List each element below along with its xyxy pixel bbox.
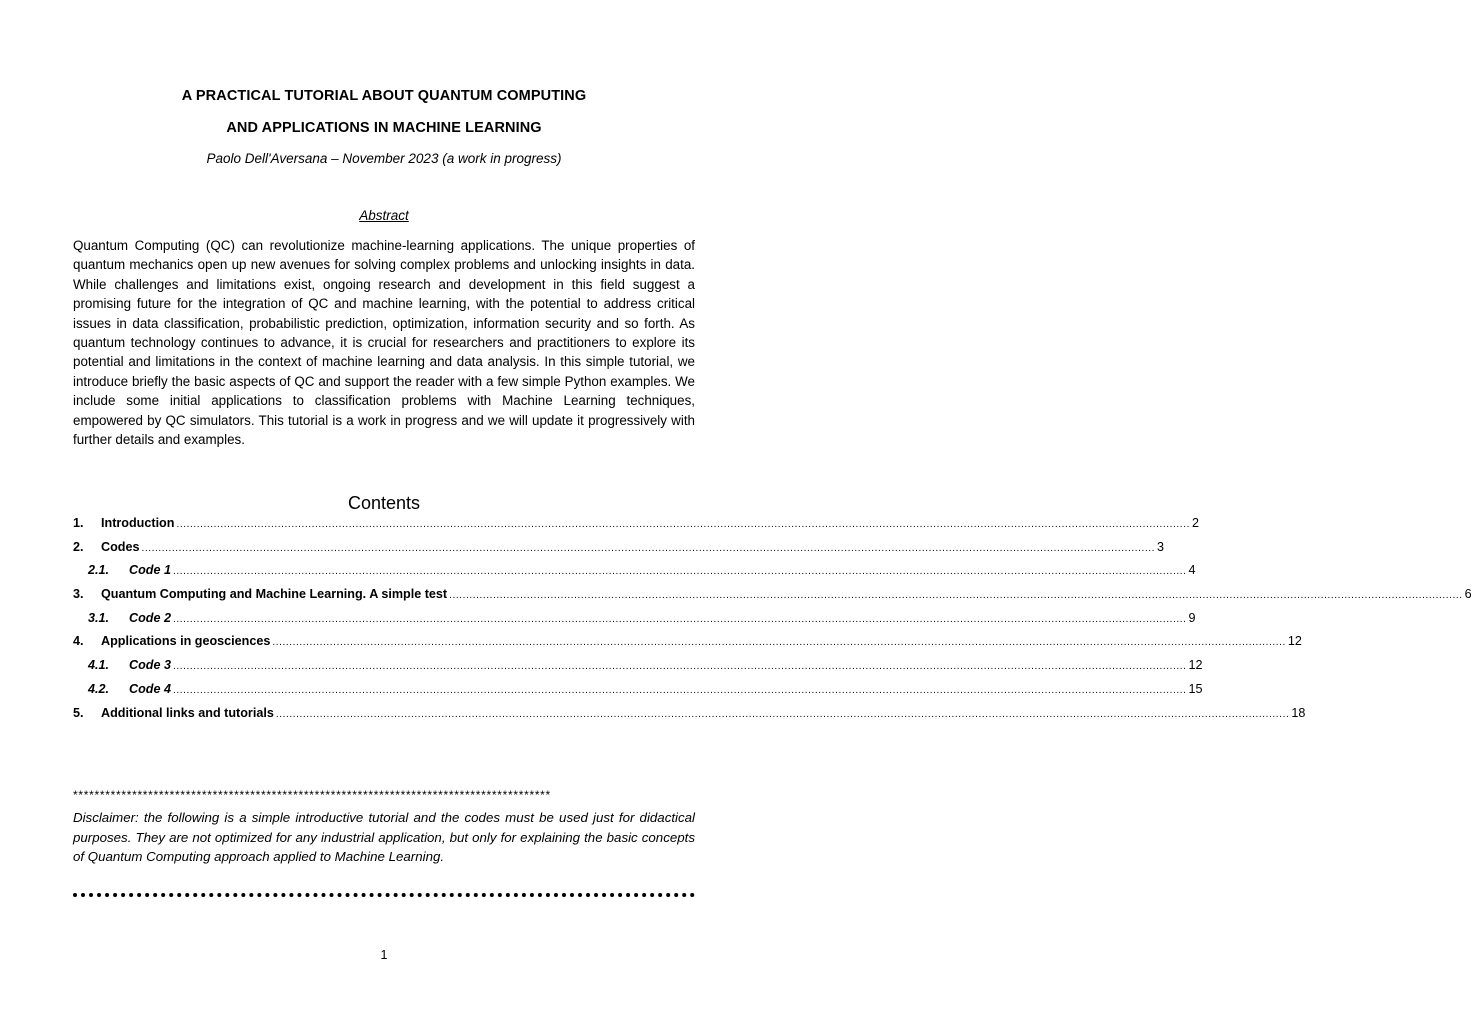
- toc-entry[interactable]: [73, 539, 1165, 564]
- toc-entry-label: Code 4: [129, 681, 171, 696]
- contents-heading: Contents: [347, 493, 421, 513]
- toc-entry-page: 6: [1464, 587, 1472, 602]
- toc-entry-number: 3.: [73, 587, 84, 602]
- toc-leader-dots: ............................................................................................................................................................................................................................................................................................................: [272, 637, 1286, 649]
- toc-entry-label: Code 2: [129, 610, 171, 625]
- toc-leader-dots: ............................................................................................................................................................................................................................................................................................................: [173, 661, 1187, 673]
- toc-subentry[interactable]: [73, 563, 1196, 587]
- toc-entry-page: 15: [1188, 681, 1203, 696]
- toc-leader-dots: ............................................................................................................................................................................................................................................................................................................: [173, 566, 1187, 578]
- toc-entry-page: 3: [1157, 539, 1165, 554]
- toc-entry-number: 2.: [73, 539, 84, 554]
- toc-leader-dots: ............................................................................................................................................................................................................................................................................................................: [449, 590, 1463, 602]
- toc-leader-dots: ............................................................................................................................................................................................................................................................................................................: [176, 519, 1190, 530]
- toc-leader-dots: ............................................................................................................................................................................................................................................................................................................: [141, 542, 1155, 554]
- toc-entry-page: 2: [1191, 516, 1199, 530]
- toc-entry-number: 2.1.: [88, 563, 110, 578]
- toc-entry-page: 9: [1188, 610, 1196, 625]
- title-line-2: AND APPLICATIONS IN MACHINE LEARNING: [226, 120, 542, 136]
- dotted-divider: [73, 893, 695, 897]
- table-of-contents: [73, 516, 1472, 729]
- toc-entry-number: 5.: [73, 705, 84, 720]
- toc-entry[interactable]: [73, 516, 1199, 540]
- page-number: 1: [380, 948, 388, 962]
- toc-entry-number: 4.: [73, 634, 84, 649]
- abstract-text: Quantum Computing (QC) can revolutionize machine-learning applications. The unique properties of quantum mechanics open up new avenues for solving complex problems and unlocking insights in data. While challenges and limitations exist, ongoing research and development in this field suggest a promising future for the integration of QC and machine learning, with the potential to address critical issues in data classification, probabilistic prediction, optimization, information security and so forth. As quantum technology continues to advance, it is crucial for researchers and practitioners to explore its potential and limitations in the context of machine learning and data analysis. In this simple tutorial, we introduce briefly the basic aspects of QC and support the reader with a few simple Python examples. We include some initial applications to classification problems with Machine Learning techniques, empowered by QC simulators. This tutorial is a work in progress and we will update it progressively with further details and examples.: [73, 238, 695, 448]
- abstract-heading: Abstract: [359, 208, 409, 223]
- toc-entry-label: Introduction: [101, 516, 175, 530]
- toc-entry[interactable]: [73, 634, 1302, 658]
- toc-subentry[interactable]: [73, 681, 1203, 706]
- toc-entry-label: Code 1: [129, 563, 171, 578]
- toc-entry-number: 1.: [73, 516, 84, 530]
- toc-entry-label: Quantum Computing and Machine Learning. A simple test: [101, 587, 448, 602]
- asterisk-separator: *****************************************************************************************: [73, 788, 551, 802]
- toc-entry[interactable]: [73, 705, 1306, 730]
- disclaimer-text: Disclaimer: the following is a simple introductive tutorial and the codes must be used just for didactical purposes. They are not optimized for any industrial application, but only for explaining the basic concepts of Quantum Computing approach applied to Machine Learning.: [73, 810, 695, 864]
- toc-entry-number: 4.1.: [88, 658, 110, 673]
- toc-entry-label: Applications in geosciences: [101, 634, 271, 649]
- toc-entry-page: 4: [1188, 563, 1196, 578]
- toc-entry-label: Additional links and tutorials: [101, 705, 274, 720]
- toc-leader-dots: ............................................................................................................................................................................................................................................................................................................: [173, 613, 1187, 625]
- toc-entry-page: 18: [1291, 705, 1306, 720]
- toc-subentry[interactable]: [73, 658, 1203, 682]
- toc-leader-dots: ............................................................................................................................................................................................................................................................................................................: [275, 708, 1290, 720]
- toc-entry-number: 4.2.: [88, 681, 110, 696]
- toc-subentry[interactable]: [73, 610, 1196, 635]
- toc-entry-label: Codes: [101, 539, 140, 554]
- author-byline: Paolo Dell'Aversana – November 2023 (a work in progress): [206, 151, 562, 166]
- toc-entry-number: 3.1.: [88, 610, 110, 625]
- toc-entry-page: 12: [1287, 634, 1302, 649]
- toc-leader-dots: ............................................................................................................................................................................................................................................................................................................: [173, 684, 1187, 696]
- toc-entry[interactable]: [73, 587, 1472, 611]
- toc-entry-page: 12: [1188, 658, 1203, 673]
- toc-entry-label: Code 3: [129, 658, 171, 673]
- title-line-1: A PRACTICAL TUTORIAL ABOUT QUANTUM COMPUTING: [181, 88, 587, 104]
